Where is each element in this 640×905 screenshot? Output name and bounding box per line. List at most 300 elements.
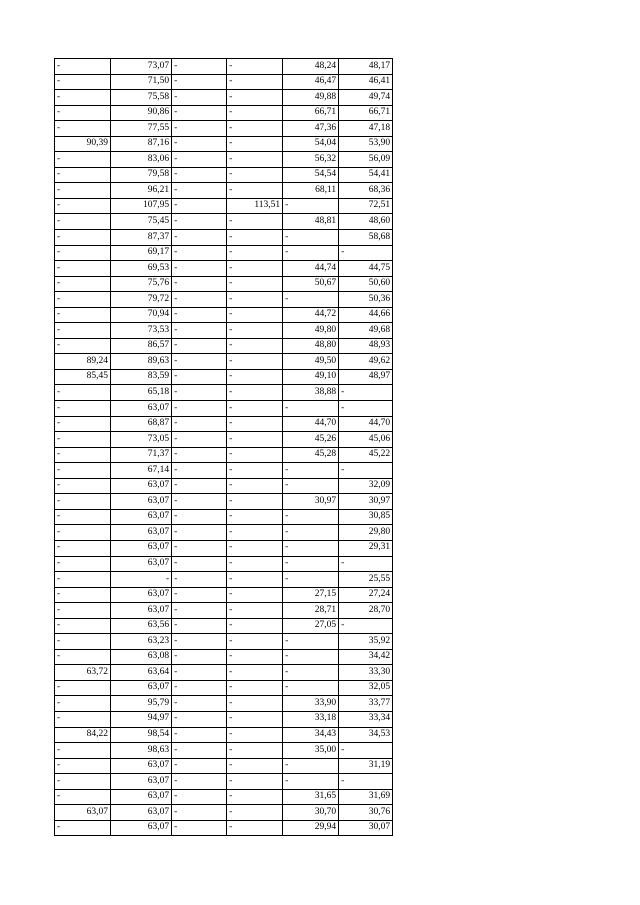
table-cell: 63,07 [111,540,172,556]
table-cell: - [227,494,283,510]
table-cell: 79,72 [111,292,172,308]
table-cell: 32,09 [339,478,393,494]
table-cell: 71,50 [111,74,172,90]
table-row [55,214,393,230]
table-cell: - [172,292,227,308]
table-cell: 48,97 [339,369,393,385]
table-cell: 75,45 [111,214,172,230]
table-cell: - [227,292,283,308]
table-cell: - [227,59,283,75]
table-cell: - [172,743,227,759]
table-cell: - [55,649,111,665]
table-cell: 47,18 [339,121,393,137]
table-cell: - [55,432,111,448]
table-cell: - [283,463,339,479]
table-cell: 30,85 [339,509,393,525]
table-cell: - [227,556,283,572]
table-row [55,230,393,246]
table-cell: - [172,509,227,525]
table-cell: 75,76 [111,276,172,292]
table-cell: - [55,198,111,214]
table-cell: 75,58 [111,90,172,106]
table-cell: - [55,603,111,619]
table-cell: - [172,634,227,650]
table-cell: 34,42 [339,649,393,665]
table-row [55,198,393,214]
table-cell: 69,53 [111,261,172,277]
table-row [55,401,393,417]
table-cell: - [55,323,111,339]
table-cell: - [55,416,111,432]
table-row [55,727,393,743]
table-cell: 38,88 [283,385,339,401]
table-row [55,105,393,121]
table-row [55,338,393,354]
table-cell: - [339,556,393,572]
table-cell: - [55,680,111,696]
table-cell: - [339,385,393,401]
table-row [55,369,393,385]
table-cell: 31,19 [339,758,393,774]
table-row [55,385,393,401]
table-cell: 30,70 [283,805,339,821]
table-cell: - [227,416,283,432]
table-cell: 56,32 [283,152,339,168]
table-cell: - [227,572,283,588]
table-cell: - [172,307,227,323]
table-cell: 83,59 [111,369,172,385]
table-cell: - [283,556,339,572]
table-row [55,463,393,479]
table-cell: - [172,758,227,774]
table-cell: - [172,603,227,619]
table-cell: 48,24 [283,59,339,75]
table-cell: 63,07 [111,509,172,525]
table-cell: - [227,447,283,463]
table-cell: 69,17 [111,245,172,261]
table-cell: - [172,152,227,168]
table-row [55,245,393,261]
table-cell: 85,45 [55,369,111,385]
table-cell: - [172,74,227,90]
table-cell: 79,58 [111,167,172,183]
table-cell: - [172,276,227,292]
table-row [55,292,393,308]
table-row [55,307,393,323]
table-cell: 72,51 [339,198,393,214]
table-cell: 95,79 [111,696,172,712]
table-cell: - [227,338,283,354]
table-row [55,261,393,277]
table-cell: 33,30 [339,665,393,681]
table-cell: - [227,463,283,479]
table-cell: 54,04 [283,136,339,152]
table-cell: - [55,121,111,137]
table-cell: 66,71 [339,105,393,121]
table-cell: - [227,525,283,541]
table-cell: 49,10 [283,369,339,385]
table-cell: - [55,385,111,401]
table-cell: - [227,432,283,448]
table-cell: - [227,727,283,743]
table-cell: 63,07 [111,789,172,805]
table-cell: - [172,323,227,339]
table-cell: - [283,198,339,214]
table-cell: 67,14 [111,463,172,479]
table-cell: 63,07 [111,494,172,510]
table-cell: 28,71 [283,603,339,619]
table-cell: 63,07 [111,587,172,603]
table-cell: 54,54 [283,167,339,183]
table-cell: - [172,59,227,75]
table-cell: - [172,183,227,199]
table-cell: - [339,463,393,479]
table-row [55,556,393,572]
table-row [55,540,393,556]
table-cell: 35,00 [283,743,339,759]
table-cell: 45,28 [283,447,339,463]
table-cell: 73,07 [111,59,172,75]
table-cell: - [227,354,283,370]
table-cell: - [227,478,283,494]
table-cell: 33,18 [283,711,339,727]
table-cell: 27,05 [283,618,339,634]
table-cell: - [283,245,339,261]
table-cell: - [172,587,227,603]
table-cell: - [227,245,283,261]
table-cell: - [172,478,227,494]
table-row [55,711,393,727]
table-cell: - [227,214,283,230]
table-cell: - [172,556,227,572]
table-cell: 31,65 [283,789,339,805]
table-cell: 63,07 [111,478,172,494]
table-cell: - [172,696,227,712]
table-cell: 90,86 [111,105,172,121]
table-cell: 70,94 [111,307,172,323]
table-cell: - [172,432,227,448]
table-cell: 25,55 [339,572,393,588]
table-cell: - [227,634,283,650]
table-cell: - [227,369,283,385]
table-cell: - [283,230,339,246]
table-cell: - [55,183,111,199]
table-cell: 45,22 [339,447,393,463]
table-cell: - [172,198,227,214]
table-cell: - [55,525,111,541]
table-row [55,774,393,790]
table-cell: - [172,90,227,106]
table-cell: 63,08 [111,649,172,665]
table-row [55,416,393,432]
table-cell: - [55,463,111,479]
table-cell: 96,21 [111,183,172,199]
table-cell: 63,56 [111,618,172,634]
table-cell: - [55,618,111,634]
table-cell: - [172,572,227,588]
table-cell: 33,34 [339,711,393,727]
table-cell: 113,51 [227,198,283,214]
table-cell: 63,23 [111,634,172,650]
table-cell: 28,70 [339,603,393,619]
table-cell: - [283,774,339,790]
table-cell: 50,60 [339,276,393,292]
table-cell: - [55,572,111,588]
table-cell: 63,07 [111,680,172,696]
table-cell: - [55,59,111,75]
table-cell: - [172,230,227,246]
table-cell: - [172,525,227,541]
table-row [55,587,393,603]
table-cell: - [227,618,283,634]
table-cell: 44,75 [339,261,393,277]
table-cell: - [55,245,111,261]
table-cell: 49,62 [339,354,393,370]
table-cell: 31,69 [339,789,393,805]
table-body [55,59,393,836]
table-cell: - [283,292,339,308]
table-cell: - [55,292,111,308]
table-cell: - [172,649,227,665]
table-cell: - [339,401,393,417]
table-cell: - [55,230,111,246]
table-cell: - [172,261,227,277]
table-cell: - [172,680,227,696]
table-row [55,323,393,339]
table-cell: - [55,494,111,510]
table-cell: - [227,323,283,339]
table-cell: 73,05 [111,432,172,448]
table-cell: - [227,696,283,712]
table-cell: 71,37 [111,447,172,463]
table-cell: 50,67 [283,276,339,292]
table-cell: - [227,152,283,168]
table-cell: 54,41 [339,167,393,183]
table-row [55,447,393,463]
table-cell: - [55,540,111,556]
table-cell: 44,66 [339,307,393,323]
table-cell: 56,09 [339,152,393,168]
table-cell: 94,97 [111,711,172,727]
table-cell: - [172,711,227,727]
table-cell: - [172,338,227,354]
table-row [55,680,393,696]
table-row [55,90,393,106]
table-cell: - [172,105,227,121]
table-cell: - [172,354,227,370]
table-cell: 58,68 [339,230,393,246]
table-cell: 44,72 [283,307,339,323]
table-cell: 48,17 [339,59,393,75]
table-cell: - [227,805,283,821]
table-cell: 34,53 [339,727,393,743]
table-cell: - [172,447,227,463]
table-cell: - [227,276,283,292]
table-cell: - [55,556,111,572]
table-cell: - [172,727,227,743]
table-cell: - [227,774,283,790]
table-cell: - [283,634,339,650]
table-cell: 32,05 [339,680,393,696]
table-cell: - [172,214,227,230]
table-cell: - [283,665,339,681]
table-cell: - [172,416,227,432]
table-cell: - [339,245,393,261]
table-cell: - [55,276,111,292]
table-cell: - [55,820,111,836]
table-cell: 98,63 [111,743,172,759]
table-cell: 44,74 [283,261,339,277]
table-cell: - [172,618,227,634]
table-cell: - [55,789,111,805]
table-cell: - [227,136,283,152]
table-row [55,59,393,75]
table-cell: - [55,74,111,90]
table-cell: - [172,774,227,790]
table-cell: - [227,665,283,681]
table-cell: - [172,245,227,261]
table-cell: 33,77 [339,696,393,712]
table-cell: - [55,167,111,183]
table-row [55,276,393,292]
table-cell: - [283,680,339,696]
table-row [55,758,393,774]
table-cell: - [227,509,283,525]
table-cell: - [227,385,283,401]
table-cell: 30,97 [283,494,339,510]
table-cell: - [172,665,227,681]
table-cell: 29,94 [283,820,339,836]
table-cell: - [55,214,111,230]
table-cell: 49,74 [339,90,393,106]
table-row [55,494,393,510]
table-row [55,183,393,199]
table-cell: - [55,711,111,727]
table-cell: 63,07 [111,820,172,836]
table-cell: 48,81 [283,214,339,230]
table-cell: 68,11 [283,183,339,199]
table-cell: - [227,74,283,90]
table-cell: - [339,618,393,634]
table-cell: 63,07 [111,401,172,417]
table-cell: 63,07 [111,774,172,790]
table-cell: - [172,167,227,183]
table-cell: - [55,338,111,354]
table-row [55,649,393,665]
table-cell: - [339,743,393,759]
table-cell: 73,53 [111,323,172,339]
table-cell: 83,06 [111,152,172,168]
table-cell: 89,24 [55,354,111,370]
table-cell: - [55,774,111,790]
table-cell: 35,92 [339,634,393,650]
table-cell: - [339,774,393,790]
table-row [55,432,393,448]
table-row [55,525,393,541]
table-cell: 46,47 [283,74,339,90]
table-cell: - [172,121,227,137]
table-cell: 44,70 [283,416,339,432]
table-row [55,618,393,634]
table-cell: - [55,105,111,121]
table-cell: - [172,385,227,401]
table-cell: - [111,572,172,588]
table-cell: 66,71 [283,105,339,121]
table-cell: 89,63 [111,354,172,370]
table-cell: 50,36 [339,292,393,308]
table-cell: - [227,167,283,183]
table-cell: 63,07 [111,525,172,541]
table-cell: 30,07 [339,820,393,836]
table-cell: 30,97 [339,494,393,510]
table-row [55,152,393,168]
table-cell: 63,64 [111,665,172,681]
table-cell: - [227,261,283,277]
table-cell: 29,80 [339,525,393,541]
table-cell: - [283,572,339,588]
table-cell: 63,07 [111,758,172,774]
table-cell: - [227,587,283,603]
table-cell: 29,31 [339,540,393,556]
table-cell: 47,36 [283,121,339,137]
table-row [55,743,393,759]
table-cell: - [55,261,111,277]
table-row [55,121,393,137]
table-cell: 27,24 [339,587,393,603]
table-cell: - [227,680,283,696]
data-table [54,58,393,836]
table-cell: - [227,307,283,323]
table-cell: - [172,820,227,836]
table-cell: 98,54 [111,727,172,743]
table-cell: - [227,743,283,759]
table-cell: 68,36 [339,183,393,199]
table-cell: - [227,105,283,121]
table-cell: - [227,711,283,727]
table-cell: - [227,540,283,556]
table-cell: 87,16 [111,136,172,152]
table-cell: 86,57 [111,338,172,354]
table-cell: - [172,494,227,510]
table-cell: - [55,152,111,168]
table-cell: - [172,540,227,556]
table-cell: - [227,649,283,665]
table-row [55,167,393,183]
table-cell: - [55,401,111,417]
table-cell: - [55,743,111,759]
table-cell: - [172,136,227,152]
table-cell: - [227,758,283,774]
table-cell: 65,18 [111,385,172,401]
table-cell: - [172,463,227,479]
table-cell: - [227,183,283,199]
table-row [55,74,393,90]
table-cell: - [283,540,339,556]
table-cell: 49,68 [339,323,393,339]
table-cell: 68,87 [111,416,172,432]
table-cell: - [227,603,283,619]
table-cell: - [55,307,111,323]
table-cell: - [55,478,111,494]
table-cell: 63,07 [111,805,172,821]
table-row [55,572,393,588]
table-row [55,354,393,370]
table-cell: 27,15 [283,587,339,603]
table-row [55,603,393,619]
table-cell: 49,50 [283,354,339,370]
table-cell: 44,70 [339,416,393,432]
table-cell: 63,07 [55,805,111,821]
